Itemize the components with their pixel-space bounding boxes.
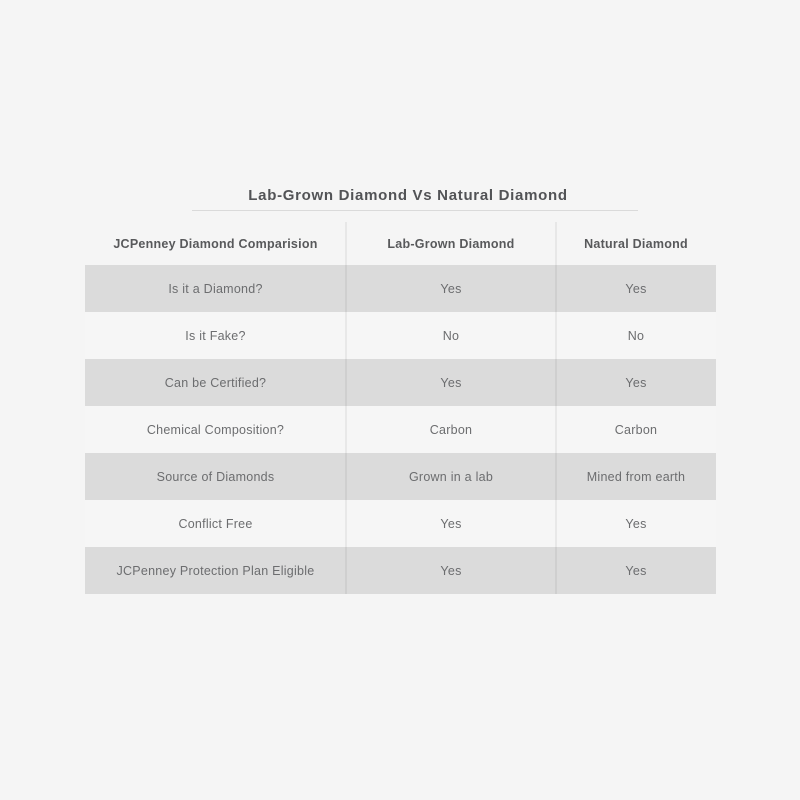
- feature-cell: Is it a Diamond?: [168, 281, 263, 296]
- feature-cell: Chemical Composition?: [146, 422, 285, 437]
- table-header-row: [85, 222, 716, 265]
- natural-value-cell: Yes: [625, 563, 647, 578]
- feature-cell: JCPenney Protection Plan Eligible: [116, 563, 315, 578]
- feature-cell: Can be Certified?: [164, 375, 267, 390]
- lab-grown-value-cell: Yes: [440, 516, 462, 531]
- lab-grown-value-cell: Grown in a lab: [408, 469, 494, 484]
- feature-cell: Source of Diamonds: [156, 469, 275, 484]
- lab-grown-value-cell: Yes: [440, 375, 462, 390]
- feature-cell: Conflict Free: [178, 516, 253, 531]
- lab-grown-value-cell: Carbon: [429, 422, 473, 437]
- lab-grown-value-cell: No: [442, 328, 460, 343]
- column-divider-2: [555, 222, 557, 594]
- header-feature-column: JCPenney Diamond Comparision: [113, 236, 318, 251]
- lab-grown-value-cell: Yes: [440, 281, 462, 296]
- header-lab-grown-column: Lab-Grown Diamond: [387, 236, 515, 251]
- column-divider-1: [345, 222, 347, 594]
- table-row-conflict-free: [85, 500, 716, 547]
- feature-cell: Is it Fake?: [185, 328, 246, 343]
- page-title: Lab-Grown Diamond Vs Natural Diamond: [248, 187, 568, 204]
- natural-value-cell: Yes: [625, 281, 647, 296]
- table-row-is-it-fake: [85, 312, 716, 359]
- header-natural-column: Natural Diamond: [584, 236, 688, 251]
- natural-value-cell: Yes: [625, 375, 647, 390]
- comparison-table: [85, 222, 716, 594]
- natural-value-cell: Carbon: [614, 422, 658, 437]
- lab-grown-value-cell: Yes: [440, 563, 462, 578]
- table-row-is-it-a-diamond: [85, 265, 716, 312]
- table-row-source-of-diamonds: [85, 453, 716, 500]
- table-row-protection-plan: [85, 547, 716, 594]
- natural-value-cell: Yes: [625, 516, 647, 531]
- table-row-can-be-certified: [85, 359, 716, 406]
- natural-value-cell: Mined from earth: [586, 469, 686, 484]
- table-row-chemical-composition: [85, 406, 716, 453]
- natural-value-cell: No: [627, 328, 645, 343]
- title-divider-line: [192, 210, 638, 211]
